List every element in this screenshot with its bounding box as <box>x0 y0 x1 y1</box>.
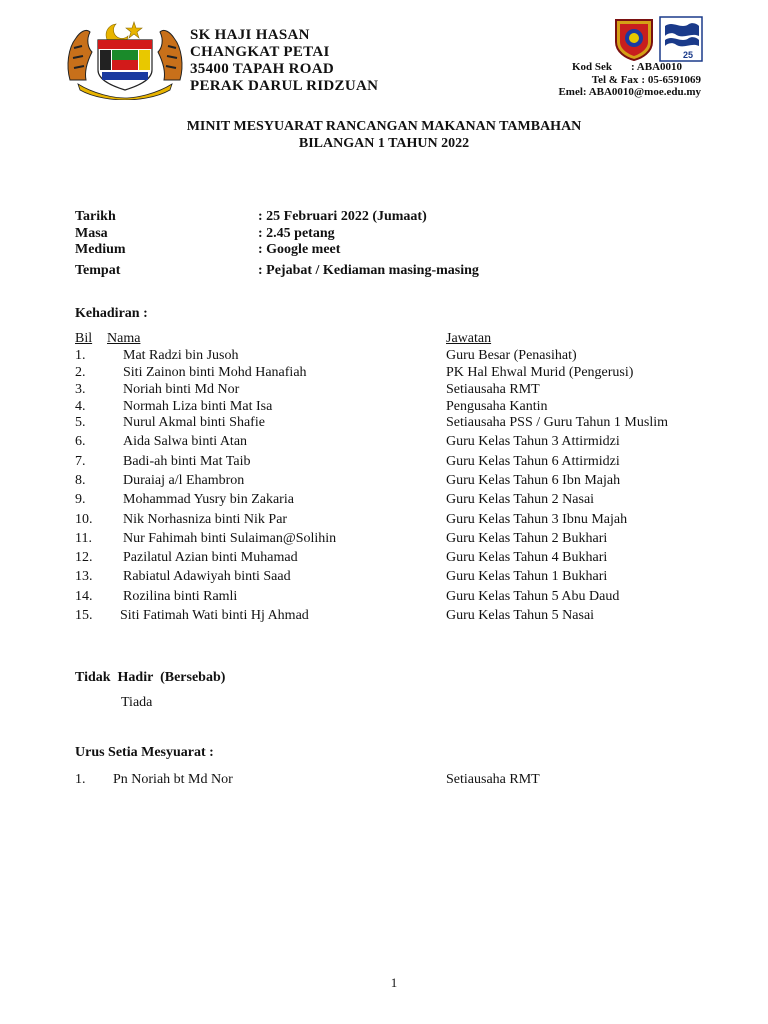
row-number: 8. <box>75 473 86 488</box>
row-position: Pengusaha Kantin <box>446 399 548 414</box>
row-number: 12. <box>75 550 93 565</box>
row-number: 5. <box>75 415 86 430</box>
meta-value: : 25 Februari 2022 (Jumaat) <box>258 209 427 224</box>
row-name: Mat Radzi bin Jusoh <box>123 348 239 363</box>
row-number: 2. <box>75 365 86 380</box>
document-title <box>0 118 768 152</box>
meta-label: Medium <box>75 242 126 257</box>
row-number: 11. <box>75 531 92 546</box>
row-number: 4. <box>75 399 86 414</box>
column-header-bil: Bil <box>75 331 93 346</box>
row-number: 1. <box>75 772 86 787</box>
meta-value: : 2.45 petang <box>258 226 335 241</box>
row-name: Pazilatul Azian binti Muhamad <box>123 550 298 565</box>
row-name: Rozilina binti Ramli <box>123 589 238 604</box>
logo-number: 25 <box>683 50 694 60</box>
contact-info <box>510 61 701 99</box>
contact-row-kod <box>510 61 701 74</box>
title-line-2: BILANGAN 1 TAHUN 2022 <box>298 136 470 151</box>
school-area: CHANGKAT PETAI <box>190 44 330 60</box>
contact-value-email: : ABA0010@moe.edu.my <box>582 86 701 98</box>
title-line-1: MINIT MESYUARAT RANCANGAN MAKANAN TAMBAHAN <box>186 119 582 134</box>
row-name: Nur Fahimah binti Sulaiman@Solihin <box>123 531 337 546</box>
row-name: Siti Fatimah Wati binti Hj Ahmad <box>120 608 309 623</box>
school-address-block <box>190 27 378 95</box>
school-logo <box>612 16 656 62</box>
row-name: Normah Liza binti Mat Isa <box>123 399 273 414</box>
meta-label: Tempat <box>75 263 121 278</box>
row-position: Guru Kelas Tahun 5 Abu Daud <box>446 589 620 604</box>
row-number: 3. <box>75 382 86 397</box>
row-position: Guru Kelas Tahun 2 Bukhari <box>446 531 608 546</box>
row-number: 7. <box>75 454 86 469</box>
row-name: Aida Salwa binti Atan <box>123 434 248 449</box>
school-state: PERAK DARUL RIDZUAN <box>190 78 379 94</box>
meta-value: : Pejabat / Kediaman masing-masing <box>258 263 479 278</box>
contact-value-tel: : 05-6591069 <box>641 73 701 86</box>
row-number: 6. <box>75 434 86 449</box>
state-crest-logo <box>64 18 186 100</box>
row-position: Guru Kelas Tahun 3 Ibnu Majah <box>446 512 628 527</box>
row-position: PK Hal Ehwal Murid (Pengerusi) <box>446 365 634 380</box>
row-number: 15. <box>75 608 93 623</box>
attendance-heading: Kehadiran : <box>75 306 148 321</box>
row-name: Mohammad Yusry bin Zakaria <box>123 492 294 507</box>
contact-row-tel <box>510 74 701 87</box>
row-position: Guru Kelas Tahun 1 Bukhari <box>446 569 608 584</box>
row-name: Duraiaj a/l Ehambron <box>123 473 245 488</box>
contact-row-email <box>510 86 701 99</box>
contact-label-kod: Kod Sek <box>572 61 613 73</box>
row-position: Setiausaha RMT <box>446 772 540 787</box>
absent-text: Tiada <box>121 695 153 710</box>
row-position: Guru Kelas Tahun 6 Attirmidzi <box>446 454 620 469</box>
school-name: SK HAJI HASAN <box>190 27 310 43</box>
row-number: 9. <box>75 492 86 507</box>
row-number: 14. <box>75 589 93 604</box>
row-position: Setiausaha PSS / Guru Tahun 1 Muslim <box>446 415 668 430</box>
column-header-nama: Nama <box>107 331 141 346</box>
row-position: Setiausaha RMT <box>446 382 540 397</box>
row-position: Guru Kelas Tahun 2 Nasai <box>446 492 595 507</box>
row-name: Nik Norhasniza binti Nik Par <box>123 512 288 527</box>
contact-label-tel: Tel & Fax <box>591 73 639 86</box>
secretariat-heading: Urus Setia Mesyuarat : <box>75 745 214 760</box>
row-number: 1. <box>75 348 86 363</box>
absent-heading: Tidak Hadir (Bersebab) <box>75 670 226 685</box>
row-position: Guru Kelas Tahun 5 Nasai <box>446 608 595 623</box>
row-position: Guru Besar (Penasihat) <box>446 348 577 363</box>
row-name: Badi-ah binti Mat Taib <box>123 454 251 469</box>
row-name: Noriah binti Md Nor <box>123 382 240 397</box>
row-name: Rabiatul Adawiyah binti Saad <box>123 569 291 584</box>
row-number: 10. <box>75 512 93 527</box>
anniversary-logo <box>659 16 703 62</box>
row-position: Guru Kelas Tahun 3 Attirmidzi <box>446 434 620 449</box>
meta-label: Masa <box>75 226 108 241</box>
row-name: Pn Noriah bt Md Nor <box>113 772 233 787</box>
contact-label-email: Emel <box>558 86 583 98</box>
contact-value-kod: : ABA0010 <box>631 61 683 73</box>
page-number: 1 <box>390 975 398 990</box>
meta-value: : Google meet <box>258 242 341 257</box>
row-name: Nurul Akmal binti Shafie <box>123 415 265 430</box>
column-header-jawatan: Jawatan <box>446 331 492 346</box>
school-postcode: 35400 TAPAH ROAD <box>190 61 334 77</box>
row-position: Guru Kelas Tahun 6 Ibn Majah <box>446 473 621 488</box>
row-name: Siti Zainon binti Mohd Hanafiah <box>123 365 307 380</box>
meta-label: Tarikh <box>75 209 116 224</box>
row-position: Guru Kelas Tahun 4 Bukhari <box>446 550 608 565</box>
row-number: 13. <box>75 569 93 584</box>
